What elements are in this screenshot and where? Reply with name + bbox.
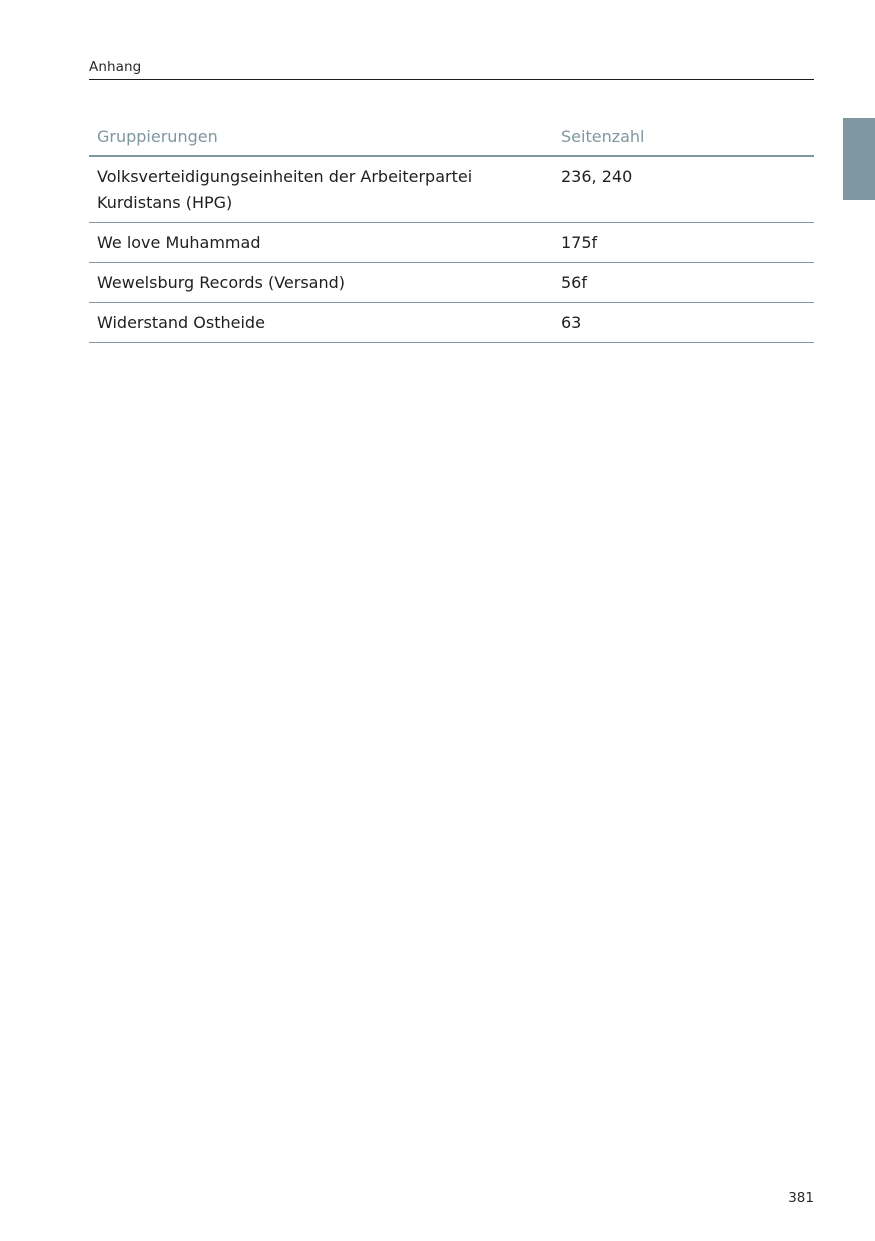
page-reference: 56f — [561, 273, 587, 292]
group-name: Widerstand Ostheide — [97, 313, 265, 332]
table-row — [89, 263, 814, 303]
chapter-thumb-tab — [843, 118, 875, 200]
page-reference: 63 — [561, 313, 582, 332]
page-reference: 236, 240 — [561, 167, 633, 186]
table-header-row — [89, 117, 814, 157]
group-name: Volksverteidigungseinheiten der Arbeiterpartei Kurdistans (HPG) — [97, 167, 473, 212]
table-row — [89, 303, 814, 343]
running-header-title: Anhang — [89, 59, 142, 75]
group-name: We love Muhammad — [97, 233, 261, 252]
table-row — [89, 223, 814, 263]
running-header — [89, 56, 814, 80]
column-header-groups: Gruppierungen — [97, 127, 218, 146]
page-number: 381 — [788, 1190, 814, 1206]
group-name: Wewelsburg Records (Versand) — [97, 273, 346, 292]
table-row — [89, 157, 814, 223]
index-table — [89, 117, 814, 343]
column-header-pages: Seitenzahl — [561, 127, 645, 146]
page-reference: 175f — [561, 233, 598, 252]
